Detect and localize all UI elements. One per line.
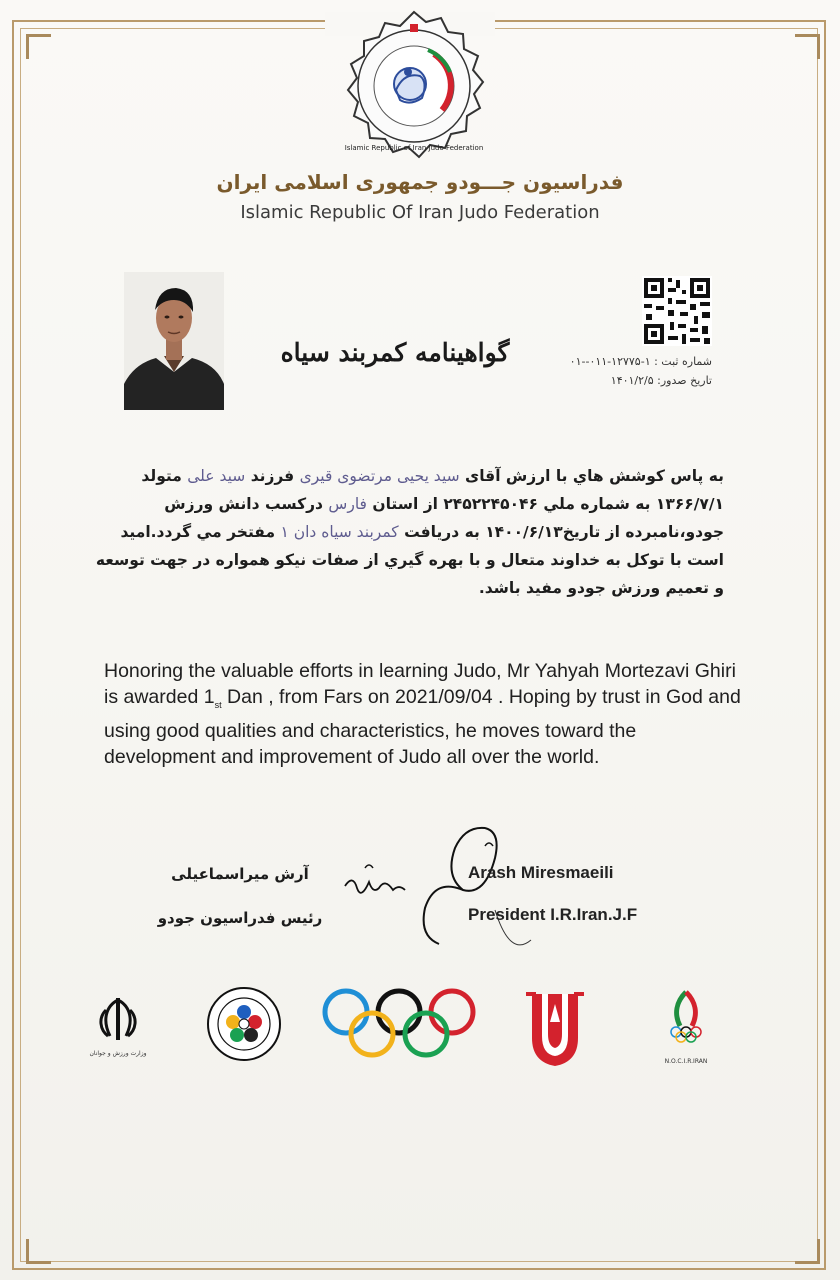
noc-iran-icon xyxy=(658,988,714,1044)
noc-label: N.O.C.I.R.IRAN xyxy=(664,1058,708,1065)
fa-text-4: درکسب دانش ورزش جودو،نامبرده از تاریخ۱۴۰۰/۶/۱۳ به دریافت xyxy=(164,495,724,541)
signatory-role-fa: رئیس فدراسیون جودو xyxy=(157,909,323,927)
ministry-emblem-icon xyxy=(92,996,144,1044)
signatory-name-en: Arash Miresmaeili xyxy=(468,863,614,882)
federation-name-en: Islamic Republic Of Iran Judo Federation xyxy=(240,202,600,223)
persian-body xyxy=(88,462,724,602)
issue-date: تاریخ صدور: ۱۴۰۱/۲/۵ xyxy=(610,374,712,387)
recipient-photo xyxy=(124,272,224,410)
rank-fa: کمربند سیاه دان ۱ xyxy=(280,523,399,541)
recipient-name-fa: سید یحیی مرتضوی قیری xyxy=(299,467,460,485)
ijf-emblem-icon xyxy=(206,986,282,1062)
fa-text-2: فرزند xyxy=(250,467,295,485)
olympic-rings-icon xyxy=(320,986,478,1062)
en-text-1: Honoring the valuable efforts in learning Judo, Mr Yahyah Mortezavi Ghiri is awarded xyxy=(104,660,736,708)
fa-text-3: متولد ۱۳۶۶/۷/۱ به شماره ملي ۲۴۵۲۲۴۵۰۴۶ از استان xyxy=(141,467,724,513)
signatory-role-en: President I.R.Iran.J.F xyxy=(468,905,638,924)
dan-number: 1 xyxy=(203,686,215,708)
ministry-label: وزارت ورزش و جوانان xyxy=(89,1050,147,1057)
seal-text: Islamic Republic of Iran Judo Federation xyxy=(344,144,484,152)
signatory-en xyxy=(468,852,708,936)
signatory-name-fa: آرش میراسماعیلی xyxy=(171,865,309,883)
father-name-fa: سید علی xyxy=(187,467,246,485)
registration-number: شماره ثبت : ۱-۱۲۷۷۵-۰۱۱--۰۱ xyxy=(569,355,712,368)
corner-ornament xyxy=(795,1239,820,1264)
corner-ornament xyxy=(795,34,820,59)
signatory-fa xyxy=(130,852,350,940)
corner-ornament xyxy=(26,34,51,59)
federation-name-fa: فدراسیون جـــودو جمهوری اسلامی ایران xyxy=(216,170,624,194)
fa-text-5: مفتخر مي گردد.امید است با توکل به خداوند متعال و با بهره گيري از صفات نیکو همواره در جهت توسعه و تعمیم ورزش جودو مفید باشد. xyxy=(95,523,724,597)
federation-seal-icon xyxy=(338,10,490,162)
english-body xyxy=(104,658,744,770)
registration-info xyxy=(500,352,712,390)
fa-text-1: به پاس کوشش هاي با ارزش آقای xyxy=(465,467,724,485)
qr-code-icon[interactable] xyxy=(642,276,712,346)
certificate-title: گواهینامه کمربند سیاه xyxy=(280,338,510,367)
en-text-2: Dan , from Fars on 2021/09/04 . Hoping by trust in God and using good qualities and characteristics, he moves toward the development and improvement of Judo all over the world. xyxy=(104,686,741,768)
asian-judo-union-icon xyxy=(524,990,586,1068)
province-fa: فارس xyxy=(328,495,367,513)
dan-suffix: st xyxy=(214,699,222,710)
corner-ornament xyxy=(26,1239,51,1264)
